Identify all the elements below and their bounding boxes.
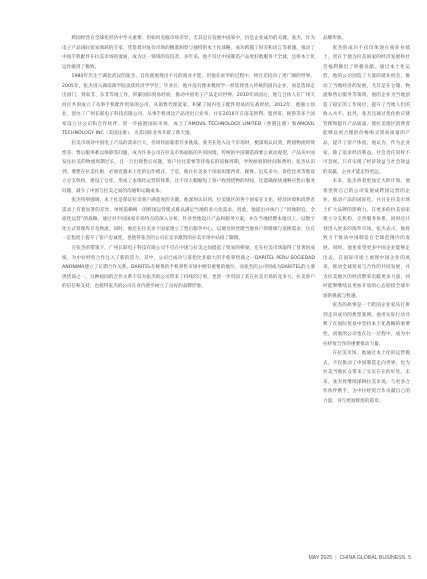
publication-name: CHINA GLOBAL BUSINESS [339, 555, 406, 561]
article-paragraph-9: 在拉美市场，他通过本土化的运营模式，不仅推动了中国制造走向世界，也为拉美当地民众带来了实实在在的好处。未来，张杰将继续深耕拉美市场，与更多合作伙伴携手，为中拉经贸合作贡献自己的力量，书写更加辉煌的篇章。 [323, 351, 410, 404]
issue-date: MAY 2025 [308, 555, 333, 561]
footer-separator: | [335, 555, 337, 561]
page-number: 5 [408, 555, 411, 561]
article-paragraph-3: 拉美市场对中国电子产品的需求巨大，但同样面临着许多挑战。张杰在进入这个市场时，便深刻认识到，跨国物流时效性差、售后服务难以保障等问题，成为许多公司在拉美市场面临的共同困境。传统的中国制造商要么被动观望，产品从中国发往拉美的物流周期过长，且一旦出现售后问题，客户往往需要等待漫长的返修周期，导致顾客的时间和费用。张杰认识到，要想在拉美扎根，必须克服本土化的运作模式。于是，他在拉美多个国家如墨西哥、秘鲁、厄瓜多尔、哥伦比亚等地设立分支机构，建设了仓库，形成了本地化运营的体系，这不仅大幅缩短了客户收到货物的时间，还能确保快速响应售后服务问题，减少了中国与拉美之间的沟通和运输成本。 [62, 141, 315, 194]
article-paragraph-8: 张杰的故事是一个跨国企业家从打拼到走向成功的典型案例。他用实际行动诠释了在国际贸易中坚持本土化战略的重要性，而他的公司也在这一过程中，成为中拉经贸合作的重要推动力量。 [323, 303, 410, 347]
article-paragraph-1: 跨国经营在全球化经济中至关重要。但如何克服市场差异，尤其是在发展中国家中，仍是企业成功的关键。张杰，作为电子产品国际贸易领域的专家，凭借着对复杂市场的精准洞察与独特的本土化战略，成功跨越了时差和语言等难题，推动了中国手机配件在拉美市场的流通，成为这一领域的佼佼者。多年来，他不仅让中国制造产品更好地服务于全球，还将本土化运作做到了极致。 [62, 36, 315, 70]
article-left-column [62, 34, 315, 292]
article-paragraph-6: 张杰的成功不仅仅体现在商业业绩上，更在于他为拉美国家的经济发展和社会福利做出了积极贡献。通过本土化运营，他的公司创造了大量的就业机会，推动了当地经济的发展。尤其是在仓储、物流和售后服务等领域，他的企业为当地创造了稳定的工作岗位，提升了当地人们的收入水平。此外，张杰还通过优化供应链管理和提升产品质量，使拉美地区消费者能够以更合理的价格购买到高质量的产品，提升了客户体验。他认为，作为企业家，除了追求经济利益，社会责任同样不可忽视。只有实现了经济效益与社会效益的双赢，企业才能走得更远。 [323, 45, 410, 175]
article-paragraph-5: 在张杰的带领下，广州长联电子科技有限公司不仅在中国与拉美之间搭起了贸易的桥梁，还在拉美市场取得了显著的成绩，为中拉经贸合作注入了新的活力。其中，公司已成功与哥伦比亚最大的手机零售商之一DARITEL PERU SOCIEDAD ANONIMA建立了长期合作关系。DARITEL在秘鲁的手机零售市场中拥有重要的地位，而张杰的公司则成为DARITEL的主要供货商之一。这种稳固的合作关系不仅为张杰的公司带来了持续的订单，也进一步巩固了其在拉美市场的竞争力。拉美客户的信任和支持，也使得张杰的公司在业内逐步树立了良好的品牌形象。 [62, 246, 315, 290]
article-paragraph-2: 1984年出生于湖北武汉的张杰，自幼就展现出不凡的商业才能。但他在求学的过程中，将目光投向了更广阔的世界。2005年，张杰进入湖南商学院攻读经济学学位。毕业后，他并没有像多数同学一样选择进入传统的国内企业，而是选择走出国门，到南非、东非等地工作，积累国际贸易经验，推动中国电子产品走向世界。2010年回国后，他与合伙人在广州天河区共同成立了从事手机配件贸易的公司，从销售代理起家，积累了国内电子配件贸易的实战经验。2012年，他独立创业，创办了广州长联电子科技有限公司，从事手机周边产品进出口业务，并在2016年在南美智利、墨西哥、秘鲁等多个国家设立分公司和合作伙伴，进一步拓展国际市场，成立了AMOVIL TECHNOLOGY LIMITED（香港注册）和AMOVIL TECHNOLOGY INC（美国注册），为其国际业务开辟了新天地。 [62, 74, 315, 137]
article-paragraph-7: 未来，张杰将着更加宏大的计划。他希望将自己的公司发展成跨国运营的企业，推动产品的国际化，并且在拉美市场上扩大品牌的影响力。在更多的拉美国家建立分支机构，完善服务体系，同时还计划进入更多的海外市场。张杰表示，他将致力于推动中国制造在全球范围内的发展。同时，他也希望更多中国企业能够走出去，在国际市场上展现中国企业的风采，推动全球贸易与合作的共同发展，并为拉美地区的经济繁荣贡献更多力量，同时能够继续以更加开放的心态迎接全球市场的挑战与机遇。 [323, 179, 410, 299]
article-paragraph-4: 张杰特别强调，本土化是保证拉美客户满意度的关键。他深刻认识到，拉美地区的各个国家在文化、经济环境和消费者需求上有着显著的差异，单纯依赖统一的跨国运营模式难以满足当地的多元化需求。因此，他提出并执行了“因地制宜、全面化运营”的战略，通过对不同国家市场特点的深入分析，针对性地设计产品和服务方案，并在当地招聘本地员工，以数字化方式管理库存及物流。同时，他还在拉美多个国家建立了售后服务中心，以便及时处理当地客户的维修与退换需求，这在一定程度上提升了客户忠诚度，也使得张杰的公司在竞争激烈的拉美市场中站稳了脚跟。 [62, 198, 315, 242]
page-footer [308, 555, 411, 561]
article-paragraph-continued: 品牌形象。 [323, 36, 347, 41]
article-right-column [323, 34, 410, 406]
